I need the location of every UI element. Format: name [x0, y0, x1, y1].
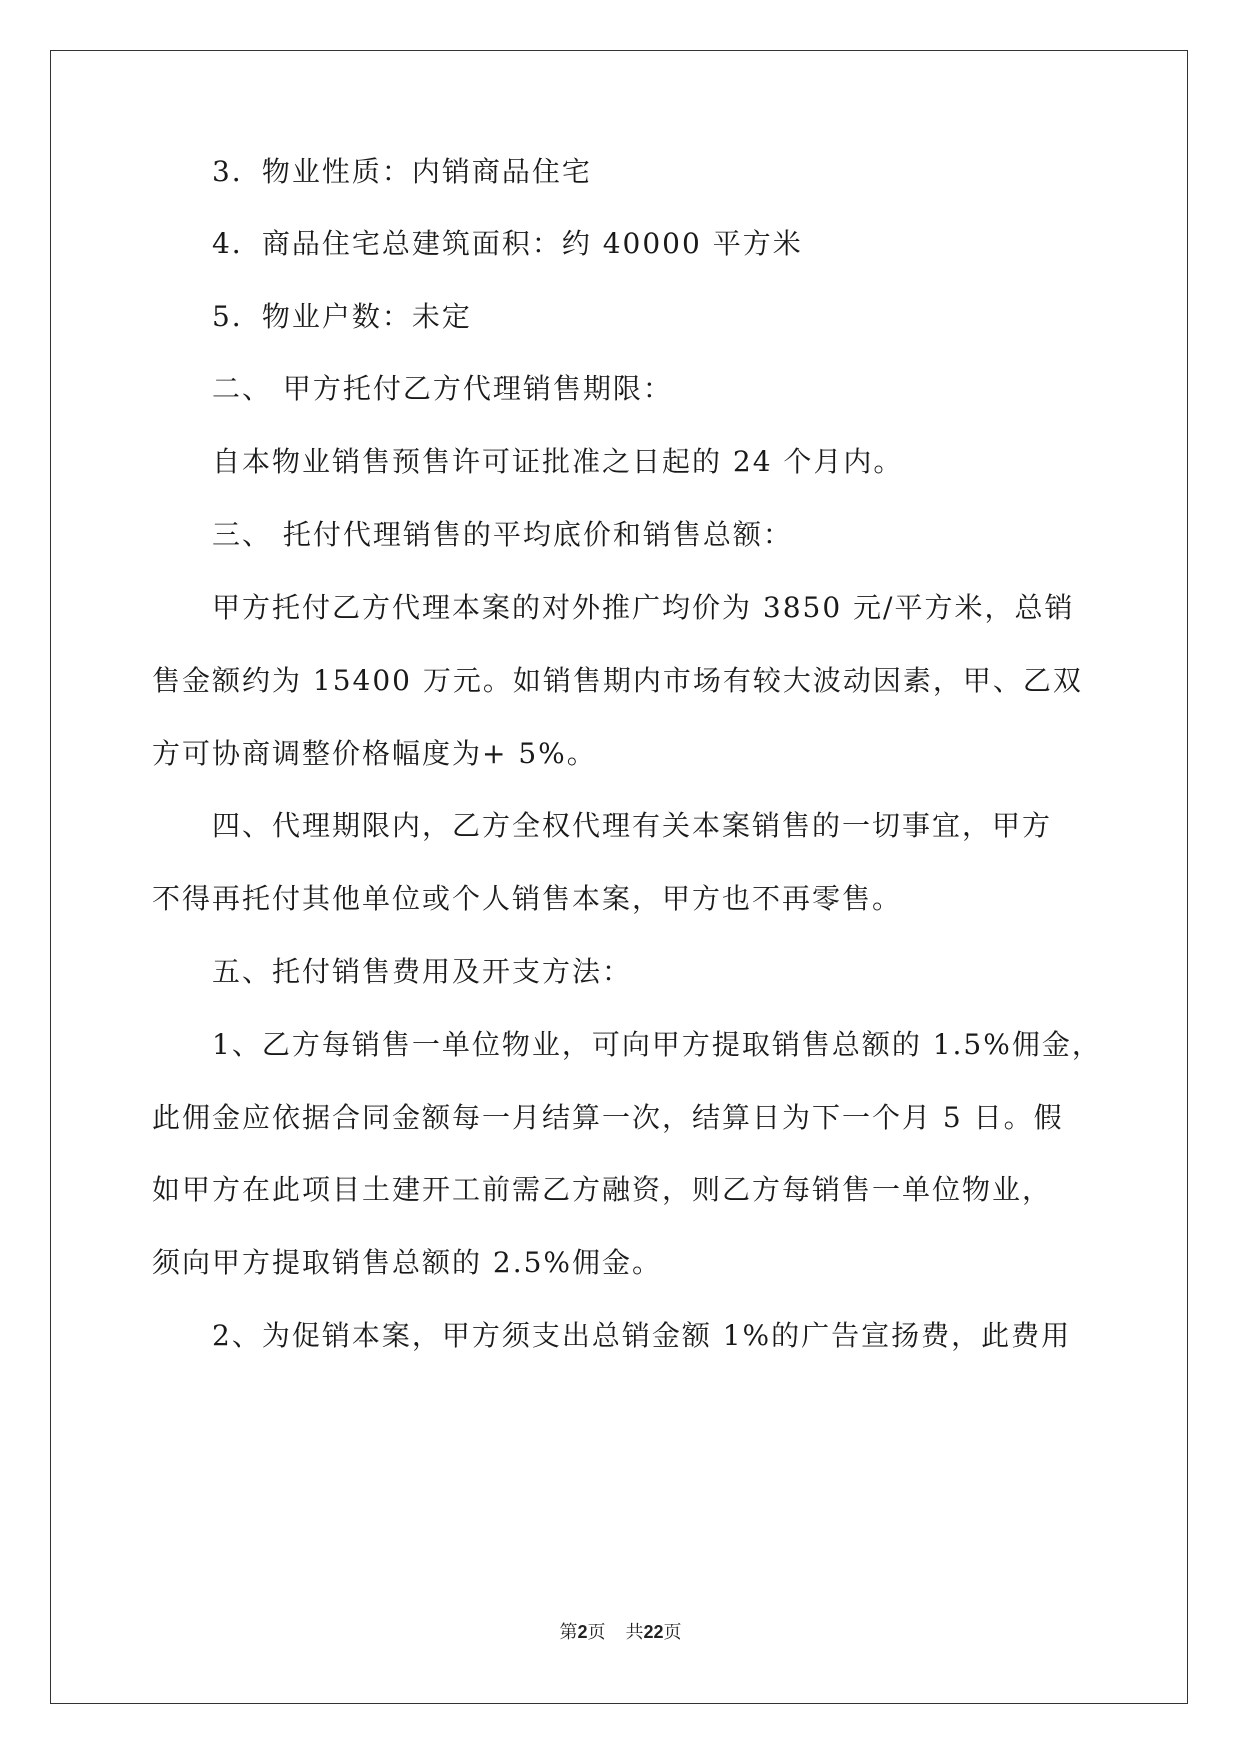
- footer-page-suffix: 页: [587, 1622, 606, 1643]
- text-line-price-2: 售金额约为 15400 万元。如销售期内市场有较大波动因素，甲、乙双: [152, 664, 1083, 697]
- page-number-footer: [0, 1620, 1241, 1645]
- text-line-commission-2: 此佣金应依据合同金额每一月结算一次，结算日为下一个月 5 日。假: [152, 1101, 1064, 1134]
- text-line-price-1: 甲方托付乙方代理本案的对外推广均价为 3850 元/平方米，总销: [212, 591, 1075, 624]
- section-heading-fees: 五、托付销售费用及开支方法：: [212, 955, 633, 988]
- text-line-price-3: 方可协商调整价格幅度为+ 5%。: [152, 737, 597, 770]
- text-line-household-count: 5．物业户数：未定: [212, 300, 472, 333]
- footer-total-suffix: 页: [663, 1622, 682, 1643]
- text-line-exclusive-2: 不得再托付其他单位或个人销售本案，甲方也不再零售。: [152, 882, 903, 915]
- text-line-commission-3: 如甲方在此项目土建开工前需乙方融资，则乙方每销售一单位物业，: [152, 1173, 1053, 1206]
- footer-current-page: 2: [577, 1622, 588, 1642]
- text-line-exclusive-1: 四、代理期限内，乙方全权代理有关本案销售的一切事宜，甲方: [212, 809, 1053, 842]
- text-line-property-nature: 3．物业性质：内销商品住宅: [212, 155, 592, 188]
- text-line-commission-4: 须向甲方提取销售总额的 2.5%佣金。: [152, 1246, 663, 1279]
- section-heading-base-price: 三、 托付代理销售的平均底价和销售总额：: [212, 518, 793, 551]
- text-line-building-area: 4．商品住宅总建筑面积：约 40000 平方米: [212, 227, 803, 260]
- section-heading-agency-period: 二、 甲方托付乙方代理销售期限：: [212, 372, 673, 405]
- footer-prefix: 第: [559, 1622, 578, 1643]
- text-line-commission-1: 1、乙方每销售一单位物业，可向甲方提取销售总额的 1.5%佣金，: [212, 1028, 1102, 1061]
- footer-total-prefix: 共: [625, 1622, 644, 1643]
- footer-total-pages: 22: [643, 1622, 664, 1642]
- text-line-agency-period: 自本物业销售预售许可证批准之日起的 24 个月内。: [212, 445, 904, 478]
- text-line-advertising: 2、为促销本案，甲方须支出总销金额 1%的广告宣扬费，此费用: [212, 1319, 1072, 1352]
